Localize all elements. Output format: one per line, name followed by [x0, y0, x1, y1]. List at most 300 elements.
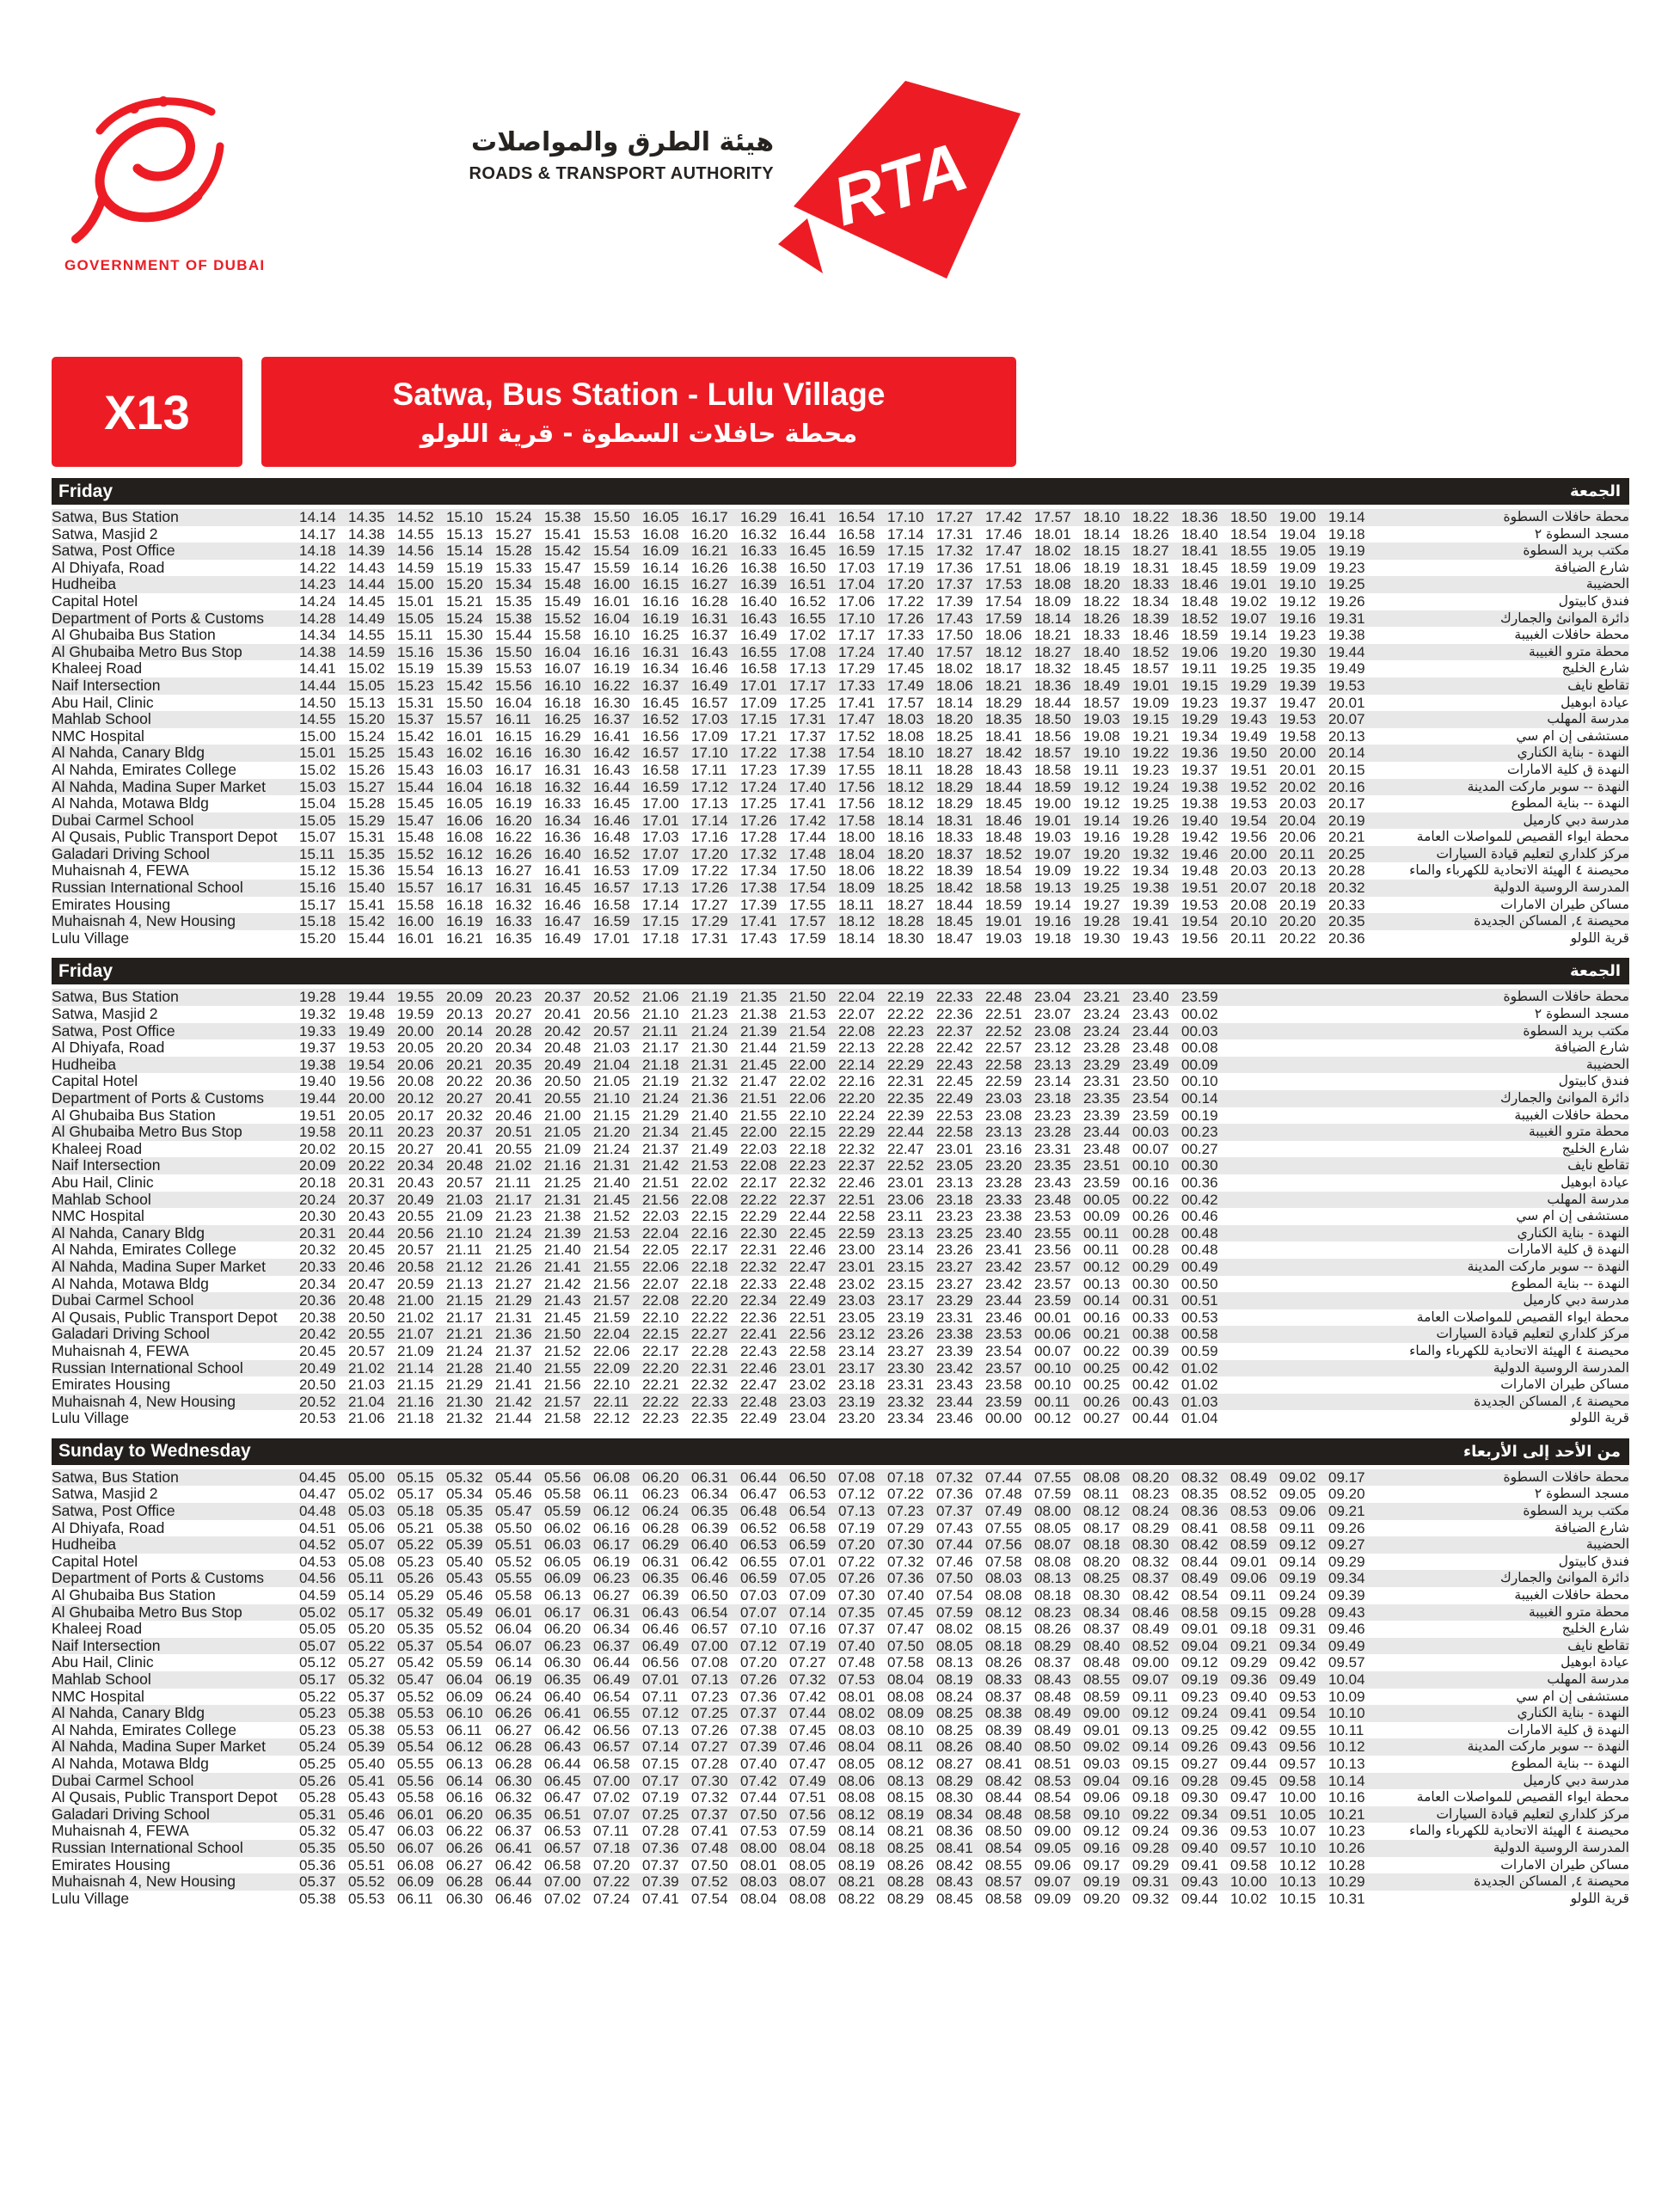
- time-cell: 19.50: [1230, 745, 1267, 762]
- time-cell: 05.47: [495, 1503, 532, 1520]
- time-cell: 07.53: [838, 1671, 875, 1688]
- time-cell: 08.57: [985, 1873, 1022, 1891]
- time-cell: 05.23: [397, 1553, 434, 1570]
- time-cell: 06.07: [397, 1839, 434, 1856]
- time-cell: 18.29: [936, 795, 973, 812]
- time-cell: 07.01: [789, 1553, 826, 1570]
- table-row: [52, 1023, 1629, 1040]
- time-cell: 20.46: [348, 1258, 385, 1275]
- time-cell: 19.19: [1328, 543, 1365, 560]
- time-cell: 08.14: [838, 1823, 875, 1840]
- time-cell: 00.26: [1083, 1393, 1120, 1410]
- time-cell: 15.57: [397, 880, 434, 897]
- time-cell: 17.29: [838, 660, 875, 677]
- time-cell: 09.25: [1181, 1721, 1218, 1738]
- time-cell: 09.11: [1230, 1587, 1266, 1604]
- time-cell: 21.25: [544, 1174, 581, 1191]
- time-cell: 19.11: [1181, 660, 1217, 677]
- time-cell: 09.44: [1181, 1890, 1218, 1907]
- time-cell: 05.43: [446, 1570, 483, 1587]
- time-cell: 21.53: [593, 1224, 630, 1242]
- time-cell: 08.41: [1181, 1519, 1218, 1536]
- station-name-arabic: مركز كلداري لتعليم قيادة السيارات: [1436, 1326, 1629, 1342]
- time-cell: 14.55: [348, 627, 385, 644]
- time-cell: 21.21: [446, 1326, 483, 1343]
- time-cell: 15.23: [397, 677, 434, 694]
- time-cell: 18.35: [985, 711, 1022, 728]
- time-cell: 18.28: [936, 761, 973, 778]
- time-cell: 08.22: [838, 1890, 875, 1907]
- time-cell: 18.14: [838, 929, 875, 947]
- table-row: [52, 1225, 1629, 1242]
- time-cell: 06.35: [544, 1671, 581, 1688]
- time-cell: 16.59: [642, 778, 679, 795]
- time-cell: 16.22: [495, 829, 532, 846]
- time-cell: 07.30: [691, 1772, 728, 1789]
- time-cell: 09.04: [1181, 1637, 1218, 1654]
- time-cell: 17.47: [838, 711, 875, 728]
- time-cell: 09.34: [1279, 1637, 1316, 1654]
- time-cell: 23.32: [887, 1393, 924, 1410]
- time-cell: 20.58: [397, 1258, 434, 1275]
- time-cell: 08.30: [1083, 1587, 1120, 1604]
- time-cell: 16.31: [495, 880, 532, 897]
- time-cell: 23.01: [838, 1258, 875, 1275]
- time-cell: 09.54: [1279, 1705, 1316, 1722]
- time-cell: 23.29: [1083, 1056, 1120, 1073]
- time-cell: 20.50: [348, 1309, 385, 1326]
- time-cell: 18.17: [985, 660, 1022, 677]
- time-cell: 09.22: [1132, 1806, 1169, 1823]
- time-cell: 21.24: [642, 1090, 679, 1107]
- time-cell: 21.03: [348, 1376, 385, 1394]
- time-cell: 06.50: [691, 1587, 728, 1604]
- time-cell: 08.37: [1034, 1654, 1071, 1671]
- table-row: [52, 1722, 1629, 1739]
- time-cell: 07.25: [642, 1806, 679, 1823]
- time-cell: 17.15: [740, 711, 777, 728]
- time-cell: 19.51: [299, 1107, 336, 1124]
- time-cell: 17.49: [887, 677, 924, 694]
- time-cell: 07.07: [593, 1806, 630, 1823]
- time-cell: 18.09: [838, 880, 875, 897]
- station-name: Mahlab School: [52, 1191, 151, 1208]
- table-row: [52, 1503, 1629, 1520]
- time-cell: 20.14: [1328, 745, 1365, 762]
- time-cell: 09.43: [1328, 1603, 1365, 1621]
- time-cell: 17.57: [887, 694, 924, 711]
- time-cell: 18.59: [1181, 627, 1218, 644]
- time-cell: 07.50: [740, 1806, 777, 1823]
- time-cell: 19.54: [348, 1056, 385, 1073]
- time-cell: 17.10: [691, 745, 728, 762]
- time-cell: 20.37: [544, 989, 581, 1006]
- table-row: [52, 1410, 1629, 1427]
- time-cell: 21.10: [642, 1006, 679, 1023]
- time-cell: 15.39: [446, 660, 483, 677]
- time-cell: 15.31: [397, 694, 434, 711]
- time-cell: 20.01: [1279, 761, 1316, 778]
- time-cell: 17.36: [936, 559, 973, 576]
- time-cell: 07.28: [642, 1823, 679, 1840]
- station-name-arabic: محيصنة ٤, المساكن الجديدة: [1474, 1393, 1629, 1409]
- time-cell: 10.26: [1328, 1839, 1365, 1856]
- time-cell: 15.47: [544, 559, 581, 576]
- time-cell: 19.15: [1132, 711, 1169, 728]
- time-cell: 18.22: [887, 862, 924, 880]
- table-row: [52, 1192, 1629, 1209]
- time-cell: 17.09: [740, 694, 777, 711]
- time-cell: 05.17: [299, 1671, 336, 1688]
- time-cell: 09.12: [1279, 1536, 1316, 1554]
- time-cell: 22.46: [789, 1242, 826, 1259]
- time-cell: 20.48: [544, 1039, 581, 1057]
- time-cell: 22.04: [593, 1326, 630, 1343]
- station-name-arabic: محطة حافلات السطوة: [1503, 509, 1629, 524]
- time-cell: 22.28: [691, 1342, 728, 1359]
- time-cell: 18.59: [1230, 559, 1267, 576]
- time-cell: 21.34: [642, 1124, 679, 1141]
- time-cell: 08.23: [1034, 1603, 1071, 1621]
- time-cell: 22.41: [740, 1326, 777, 1343]
- time-cell: 06.14: [495, 1654, 532, 1671]
- station-name: Dubai Carmel School: [52, 1292, 194, 1309]
- time-cell: 20.43: [397, 1174, 434, 1191]
- time-cell: 22.46: [838, 1174, 875, 1191]
- time-cell: 20.32: [1328, 880, 1365, 897]
- table-row: [52, 677, 1629, 695]
- time-cell: 07.02: [593, 1789, 630, 1806]
- time-cell: 16.19: [495, 795, 532, 812]
- time-cell: 18.06: [838, 862, 875, 880]
- time-cell: 18.27: [1132, 543, 1169, 560]
- time-cell: 06.12: [593, 1503, 630, 1520]
- time-cell: 21.51: [740, 1090, 777, 1107]
- time-cell: 16.45: [642, 694, 679, 711]
- time-cell: 21.45: [544, 1309, 581, 1326]
- time-cell: 06.17: [593, 1536, 630, 1554]
- authority-name-english: ROADS & TRANSPORT AUTHORITY: [469, 164, 774, 183]
- time-cell: 20.36: [299, 1292, 336, 1309]
- time-cell: 22.03: [642, 1208, 679, 1225]
- time-cell: 06.49: [593, 1671, 630, 1688]
- time-cell: 08.13: [936, 1654, 973, 1671]
- time-cell: 16.25: [642, 627, 679, 644]
- time-cell: 06.20: [446, 1806, 483, 1823]
- time-cell: 08.29: [887, 1890, 924, 1907]
- time-cell: 18.30: [887, 929, 924, 947]
- time-cell: 18.06: [985, 627, 1022, 644]
- time-cell: 08.15: [887, 1789, 924, 1806]
- time-cell: 18.59: [985, 896, 1022, 913]
- time-cell: 07.23: [691, 1688, 728, 1705]
- time-cell: 18.03: [887, 711, 924, 728]
- time-cell: 14.55: [299, 711, 336, 728]
- time-cell: 18.46: [1181, 576, 1218, 593]
- time-cell: 17.45: [887, 660, 924, 677]
- time-cell: 15.41: [544, 525, 581, 543]
- time-cell: 16.55: [789, 610, 826, 627]
- time-cell: 08.52: [1230, 1486, 1267, 1503]
- time-cell: 19.10: [1083, 745, 1120, 762]
- time-cell: 08.04: [838, 1738, 875, 1756]
- time-cell: 16.12: [446, 845, 483, 862]
- time-cell: 05.56: [544, 1468, 581, 1486]
- time-cell: 15.00: [397, 576, 434, 593]
- time-cell: 19.56: [348, 1073, 385, 1090]
- time-cell: 06.50: [789, 1468, 826, 1486]
- time-cell: 18.39: [936, 862, 973, 880]
- station-name-arabic: محيصنة ٤ الهيئة الاتحادية للكهرباء والماء: [1409, 862, 1629, 879]
- time-cell: 04.53: [299, 1553, 336, 1570]
- time-cell: 21.49: [691, 1140, 728, 1157]
- time-cell: 16.01: [397, 929, 434, 947]
- time-cell: 21.06: [642, 989, 679, 1006]
- table-row: [52, 576, 1629, 593]
- time-cell: 09.15: [1132, 1755, 1169, 1772]
- time-cell: 00.16: [1083, 1309, 1120, 1326]
- time-cell: 05.36: [299, 1856, 336, 1873]
- time-cell: 16.01: [446, 727, 483, 745]
- time-cell: 16.37: [691, 627, 728, 644]
- time-cell: 05.47: [348, 1823, 385, 1840]
- dubai-government-logo: [64, 86, 266, 274]
- time-cell: 09.09: [1034, 1890, 1071, 1907]
- time-cell: 19.47: [1279, 694, 1316, 711]
- time-cell: 19.37: [299, 1039, 336, 1057]
- time-cell: 16.20: [495, 812, 532, 829]
- time-cell: 09.00: [1083, 1705, 1120, 1722]
- time-cell: 00.30: [1132, 1275, 1169, 1292]
- time-cell: 18.25: [887, 880, 924, 897]
- time-cell: 09.53: [1279, 1688, 1316, 1705]
- time-cell: 22.32: [789, 1174, 826, 1191]
- table-row: [52, 897, 1629, 914]
- time-cell: 06.53: [544, 1823, 581, 1840]
- time-cell: 18.40: [1083, 643, 1120, 660]
- time-cell: 20.33: [299, 1258, 336, 1275]
- time-cell: 21.25: [495, 1242, 532, 1259]
- time-cell: 19.28: [1083, 913, 1120, 930]
- time-cell: 19.46: [1181, 845, 1218, 862]
- time-cell: 19.32: [1132, 845, 1169, 862]
- time-cell: 05.02: [348, 1486, 385, 1503]
- time-cell: 05.37: [397, 1637, 434, 1654]
- time-cell: 14.34: [299, 627, 336, 644]
- time-cell: 19.30: [1279, 643, 1316, 660]
- table-row: [52, 1376, 1629, 1394]
- time-cell: 20.36: [495, 1073, 532, 1090]
- time-cell: 04.45: [299, 1468, 336, 1486]
- time-cell: 07.54: [936, 1587, 973, 1604]
- time-cell: 17.14: [691, 812, 728, 829]
- time-cell: 15.44: [397, 778, 434, 795]
- time-cell: 22.36: [740, 1309, 777, 1326]
- time-cell: 23.05: [838, 1309, 875, 1326]
- time-cell: 08.36: [936, 1823, 973, 1840]
- time-cell: 06.13: [544, 1587, 581, 1604]
- table-row: [52, 1174, 1629, 1192]
- time-cell: 07.08: [691, 1654, 728, 1671]
- time-cell: 07.37: [642, 1856, 679, 1873]
- time-cell: 21.56: [593, 1275, 630, 1292]
- time-cell: 20.57: [397, 1242, 434, 1259]
- time-cell: 23.13: [887, 1224, 924, 1242]
- time-cell: 19.30: [1083, 929, 1120, 947]
- station-name-arabic: مسجد السطوة ٢: [1534, 525, 1629, 542]
- time-cell: 16.34: [642, 660, 679, 677]
- time-cell: 15.58: [397, 896, 434, 913]
- time-cell: 06.32: [495, 1789, 532, 1806]
- time-cell: 00.51: [1181, 1292, 1218, 1309]
- time-cell: 20.09: [446, 989, 483, 1006]
- time-cell: 10.15: [1279, 1890, 1316, 1907]
- time-cell: 06.13: [446, 1755, 483, 1772]
- time-cell: 04.48: [299, 1503, 336, 1520]
- table-row: [52, 762, 1629, 779]
- time-cell: 23.49: [1132, 1056, 1169, 1073]
- time-cell: 22.10: [789, 1107, 826, 1124]
- time-cell: 16.04: [544, 643, 581, 660]
- time-cell: 20.15: [1328, 761, 1365, 778]
- time-cell: 08.49: [1230, 1468, 1267, 1486]
- station-name-arabic: النهدة ق كلية الامارات: [1507, 1721, 1629, 1738]
- time-cell: 19.44: [348, 989, 385, 1006]
- table-row: [52, 1394, 1629, 1411]
- time-cell: 15.50: [495, 643, 532, 660]
- time-cell: 17.18: [642, 929, 679, 947]
- time-cell: 07.11: [642, 1688, 678, 1705]
- time-cell: 00.06: [1034, 1326, 1071, 1343]
- time-cell: 08.42: [985, 1772, 1022, 1789]
- time-cell: 16.49: [544, 929, 581, 947]
- time-cell: 21.32: [691, 1073, 728, 1090]
- authority-name-block: [464, 127, 774, 184]
- time-cell: 17.26: [740, 812, 777, 829]
- station-name: Galadari Driving School: [52, 845, 210, 862]
- station-name: Lulu Village: [52, 929, 130, 947]
- time-cell: 22.32: [740, 1258, 777, 1275]
- table-row: [52, 812, 1629, 830]
- time-cell: 06.09: [544, 1570, 581, 1587]
- station-name: Al Qusais, Public Transport Depot: [52, 1309, 278, 1326]
- time-cell: 08.34: [1083, 1603, 1120, 1621]
- time-cell: 15.24: [348, 727, 385, 745]
- station-name-arabic: النهدة - بناية الكناري: [1517, 745, 1629, 761]
- station-name-arabic: مركز كلداري لتعليم قيادة السيارات: [1436, 845, 1629, 861]
- time-cell: 05.53: [397, 1705, 434, 1722]
- time-cell: 16.53: [593, 862, 630, 880]
- time-cell: 00.03: [1132, 1124, 1169, 1141]
- time-cell: 07.26: [838, 1570, 875, 1587]
- station-name: Lulu Village: [52, 1890, 130, 1907]
- section-header-2: [52, 958, 1629, 984]
- time-cell: 23.02: [838, 1275, 875, 1292]
- time-cell: 07.12: [838, 1486, 875, 1503]
- time-cell: 09.06: [1034, 1856, 1071, 1873]
- time-cell: 21.11: [446, 1242, 482, 1259]
- table-row: [52, 1536, 1629, 1554]
- table-row: [52, 1343, 1629, 1360]
- time-cell: 00.42: [1181, 1191, 1218, 1208]
- time-cell: 20.50: [299, 1376, 336, 1394]
- time-cell: 22.02: [789, 1073, 826, 1090]
- time-cell: 17.38: [740, 880, 777, 897]
- time-cell: 06.54: [691, 1603, 728, 1621]
- time-cell: 22.29: [887, 1056, 924, 1073]
- time-cell: 16.31: [642, 643, 679, 660]
- time-cell: 19.43: [1132, 929, 1169, 947]
- time-cell: 23.08: [985, 1107, 1022, 1124]
- time-cell: 18.26: [1132, 525, 1169, 543]
- time-cell: 23.31: [1034, 1140, 1071, 1157]
- time-cell: 19.12: [1279, 592, 1316, 610]
- time-cell: 14.55: [397, 525, 434, 543]
- section-label-english: Friday: [58, 960, 113, 981]
- time-cell: 22.04: [838, 989, 875, 1006]
- time-cell: 21.10: [593, 1090, 630, 1107]
- time-cell: 23.28: [1034, 1124, 1071, 1141]
- time-cell: 17.40: [789, 778, 826, 795]
- time-cell: 06.43: [544, 1738, 581, 1756]
- time-cell: 19.09: [1279, 559, 1316, 576]
- time-cell: 07.44: [985, 1468, 1022, 1486]
- time-cell: 20.13: [1279, 862, 1316, 880]
- table-row: [52, 1141, 1629, 1158]
- time-cell: 00.44: [1132, 1410, 1169, 1427]
- time-cell: 16.22: [593, 677, 630, 694]
- time-cell: 17.32: [936, 543, 973, 560]
- time-cell: 18.27: [887, 896, 924, 913]
- time-cell: 06.35: [642, 1570, 679, 1587]
- time-cell: 07.30: [838, 1587, 875, 1604]
- time-cell: 09.12: [1083, 1823, 1120, 1840]
- time-cell: 19.38: [1181, 778, 1218, 795]
- table-row: [52, 913, 1629, 930]
- time-cell: 21.30: [691, 1039, 728, 1057]
- time-cell: 18.02: [936, 660, 973, 677]
- time-cell: 23.14: [887, 1242, 924, 1259]
- time-cell: 08.26: [1034, 1621, 1071, 1638]
- table-row: [52, 1857, 1629, 1874]
- time-cell: 09.19: [1279, 1570, 1316, 1587]
- time-cell: 23.59: [1132, 1107, 1169, 1124]
- time-cell: 23.51: [1083, 1157, 1120, 1174]
- time-cell: 15.28: [495, 543, 532, 560]
- time-cell: 14.28: [299, 610, 336, 627]
- station-name: NMC Hospital: [52, 727, 144, 745]
- time-cell: 06.05: [544, 1553, 581, 1570]
- time-cell: 00.13: [1083, 1275, 1120, 1292]
- time-cell: 09.34: [1181, 1806, 1218, 1823]
- time-cell: 05.02: [299, 1603, 336, 1621]
- time-cell: 19.39: [1279, 677, 1316, 694]
- time-cell: 18.27: [1034, 643, 1071, 660]
- station-name: Al Ghubaiba Bus Station: [52, 1587, 216, 1604]
- time-cell: 17.46: [985, 525, 1022, 543]
- time-cell: 21.23: [495, 1208, 532, 1225]
- time-cell: 15.38: [495, 610, 532, 627]
- time-cell: 18.08: [1034, 576, 1071, 593]
- time-cell: 22.20: [691, 1292, 728, 1309]
- time-cell: 20.23: [397, 1124, 434, 1141]
- time-cell: 15.31: [348, 829, 385, 846]
- time-cell: 06.19: [495, 1671, 532, 1688]
- time-cell: 08.55: [985, 1856, 1022, 1873]
- time-cell: 17.00: [642, 795, 679, 812]
- time-cell: 05.00: [348, 1468, 385, 1486]
- time-cell: 08.24: [936, 1688, 973, 1705]
